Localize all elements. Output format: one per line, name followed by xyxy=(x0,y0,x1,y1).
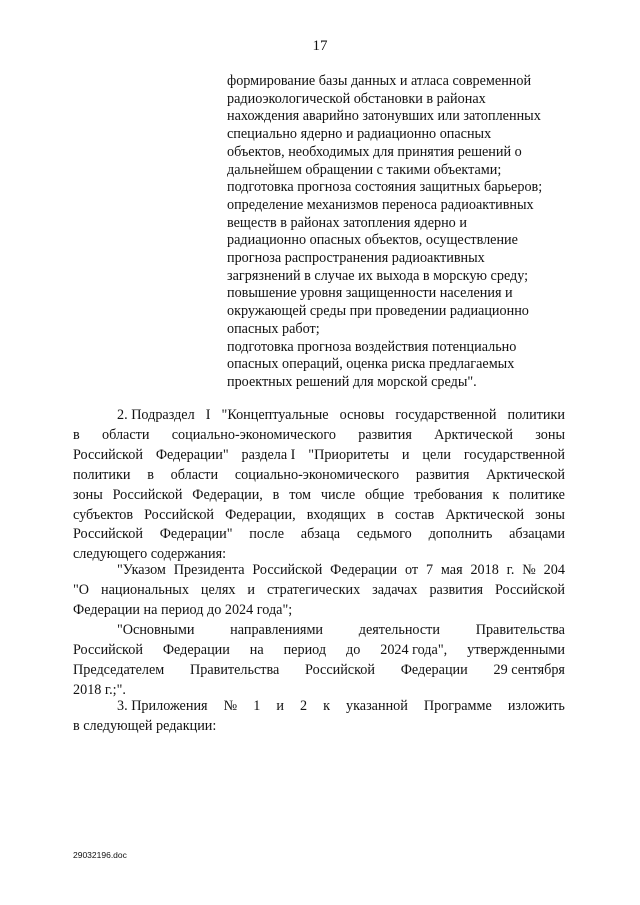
word: политики xyxy=(73,466,131,483)
text-line xyxy=(73,621,565,641)
word: указанной xyxy=(346,698,408,714)
word: Правительства xyxy=(475,622,565,638)
quote-line: подготовка прогноза воздействия потенциально xyxy=(227,338,517,355)
word: Правительства xyxy=(190,661,280,678)
word: 2018 г.;". xyxy=(73,681,126,698)
word: числе xyxy=(320,486,356,503)
text-line xyxy=(73,641,565,661)
word: к xyxy=(492,486,500,503)
word: зоны xyxy=(535,506,565,523)
word: политики xyxy=(507,407,565,423)
word: том xyxy=(289,486,312,503)
word: 2024 года", xyxy=(380,641,448,658)
quote-line: определение механизмов переноса радиоактивных xyxy=(227,196,534,213)
text-line xyxy=(73,697,565,717)
word: Федерации, xyxy=(225,506,296,523)
word: I xyxy=(205,407,211,423)
word: государственной xyxy=(395,407,497,423)
word: до xyxy=(346,641,361,658)
word: развития xyxy=(415,466,470,483)
word: Федерации" xyxy=(159,526,233,543)
word: состав xyxy=(394,506,435,523)
quote-line: объектов, необходимых для принятия решений о xyxy=(227,143,522,160)
word: от xyxy=(405,562,419,578)
word: абзацами xyxy=(509,526,565,543)
text-line xyxy=(73,581,565,601)
word: социально-экономического xyxy=(171,426,336,443)
word: Программе xyxy=(423,698,492,714)
word: зоны xyxy=(535,426,565,443)
quote-line: проектных решений для морской среды". xyxy=(227,373,477,390)
word: г. xyxy=(506,562,515,578)
word: области xyxy=(102,426,150,443)
quote-line: прогноза распространения радиоактивных xyxy=(227,250,485,267)
word: Российской xyxy=(112,486,183,503)
quote-line: загрязнений в случае их выхода в морскую среду; xyxy=(227,267,529,284)
word: политике xyxy=(509,486,565,503)
word: субъектов xyxy=(73,506,134,523)
word: "О xyxy=(73,581,90,598)
word: Российской xyxy=(495,581,565,598)
word: Российской xyxy=(144,506,215,523)
text-line xyxy=(73,525,565,545)
word: требования xyxy=(414,486,483,503)
word: Федерации xyxy=(162,641,230,658)
text-line xyxy=(73,426,565,446)
word: развития xyxy=(358,426,412,443)
word: Председателем xyxy=(73,661,165,678)
word: Российской xyxy=(73,526,143,543)
word: Российской xyxy=(73,641,143,658)
word: после xyxy=(249,526,284,543)
word: Президента xyxy=(173,562,245,578)
word: в xyxy=(73,426,80,443)
word: дополнить xyxy=(428,526,493,543)
text-line xyxy=(73,506,565,526)
word: 204 xyxy=(543,562,565,578)
word: в xyxy=(147,466,154,483)
paragraph-3 xyxy=(73,697,565,737)
text-line xyxy=(73,661,565,681)
quote-line: формирование базы данных и атласа современной xyxy=(227,73,532,89)
word: 2018 xyxy=(470,562,499,578)
page-number: 17 xyxy=(312,38,328,54)
word: области xyxy=(170,466,219,483)
word: Российской xyxy=(73,446,143,463)
word: Федерации xyxy=(400,661,468,678)
word: социально-экономического xyxy=(234,466,400,483)
word: в xyxy=(272,486,280,503)
word: "Приоритеты xyxy=(308,446,390,463)
word: утвержденными xyxy=(467,641,565,658)
word: 3. Приложения xyxy=(117,698,208,714)
word: в следующей редакции: xyxy=(73,717,217,734)
text-line xyxy=(73,486,565,506)
word: национальных xyxy=(100,581,189,598)
word: Федерации xyxy=(330,562,398,578)
word: и xyxy=(247,581,255,598)
quote-line: повышение уровня защищенности населения и xyxy=(227,285,513,302)
word: седьмого xyxy=(356,526,412,543)
quote-line: веществ в районах затопления ядерно и xyxy=(227,214,467,231)
word: к xyxy=(323,698,330,714)
word: 1 xyxy=(253,698,261,714)
word: деятельности xyxy=(358,622,440,638)
word: и xyxy=(401,446,410,463)
word: зоны xyxy=(73,486,103,503)
word: изложить xyxy=(507,698,565,714)
word: "Указом xyxy=(117,562,166,578)
word: "Основными xyxy=(117,622,195,638)
word: 2 xyxy=(299,698,308,714)
paragraph-2 xyxy=(73,406,565,565)
word: цели xyxy=(422,446,451,463)
quoted-list-block xyxy=(227,73,557,392)
word: общие xyxy=(365,486,405,503)
word: развития xyxy=(429,581,484,598)
word: целях xyxy=(200,581,236,598)
word: № xyxy=(522,562,536,578)
quote-line: опасных операций, оценка риска предлагаемых xyxy=(227,356,515,373)
word: входящих xyxy=(306,506,366,523)
text-line xyxy=(73,446,565,466)
word: 7 xyxy=(425,562,434,578)
text-line xyxy=(73,561,565,581)
word: "Концептуальные xyxy=(221,407,329,423)
word: Федерации" xyxy=(155,446,229,463)
word: раздела I xyxy=(241,446,296,463)
word: Арктической xyxy=(486,466,565,483)
quote-line: подготовка прогноза состояния защитных барьеров; xyxy=(227,179,543,196)
quote-line: дальнейшем обращении с такими объектами; xyxy=(227,161,502,178)
word: направлениями xyxy=(230,622,324,638)
quote-line: радиационно опасных объектов, осуществление xyxy=(227,232,518,249)
word: № xyxy=(223,698,238,714)
quote-decree-paragraph xyxy=(73,561,565,621)
text-line xyxy=(73,466,565,486)
word: 2. Подраздел xyxy=(117,407,195,423)
text-line xyxy=(73,717,565,737)
text-line xyxy=(73,601,565,621)
quote-line: опасных работ; xyxy=(227,320,320,337)
quote-line: окружающей среды при проведении радиационно xyxy=(227,303,529,320)
word: период xyxy=(283,641,327,658)
word: абзаца xyxy=(300,526,341,543)
footer-filename: 29032196.doc xyxy=(73,850,127,860)
word: и xyxy=(276,698,284,714)
word: Арктической xyxy=(445,506,525,523)
word: Российской xyxy=(305,661,375,678)
word: Российской xyxy=(252,562,323,578)
word: государственной xyxy=(463,446,565,463)
word: Арктической xyxy=(434,426,513,443)
word: мая xyxy=(440,562,463,578)
text-line xyxy=(73,406,565,426)
word: Федерации на период до 2024 года"; xyxy=(73,601,293,618)
word: Федерации, xyxy=(192,486,263,503)
quote-line: радиоэкологической обстановки в районах xyxy=(227,90,486,107)
quote-guidelines-paragraph xyxy=(73,621,565,701)
word: в xyxy=(377,506,384,523)
word: 29 сентября xyxy=(493,661,565,678)
quote-line: специально ядерно и радиационно опасных xyxy=(227,126,492,143)
quote-line: нахождения аварийно затонувших или затопленных xyxy=(227,108,541,125)
word: на xyxy=(249,641,264,658)
word: основы xyxy=(339,407,385,423)
word: задачах xyxy=(372,581,418,598)
word: стратегических xyxy=(266,581,361,598)
word: следующего содержания: xyxy=(73,546,227,563)
